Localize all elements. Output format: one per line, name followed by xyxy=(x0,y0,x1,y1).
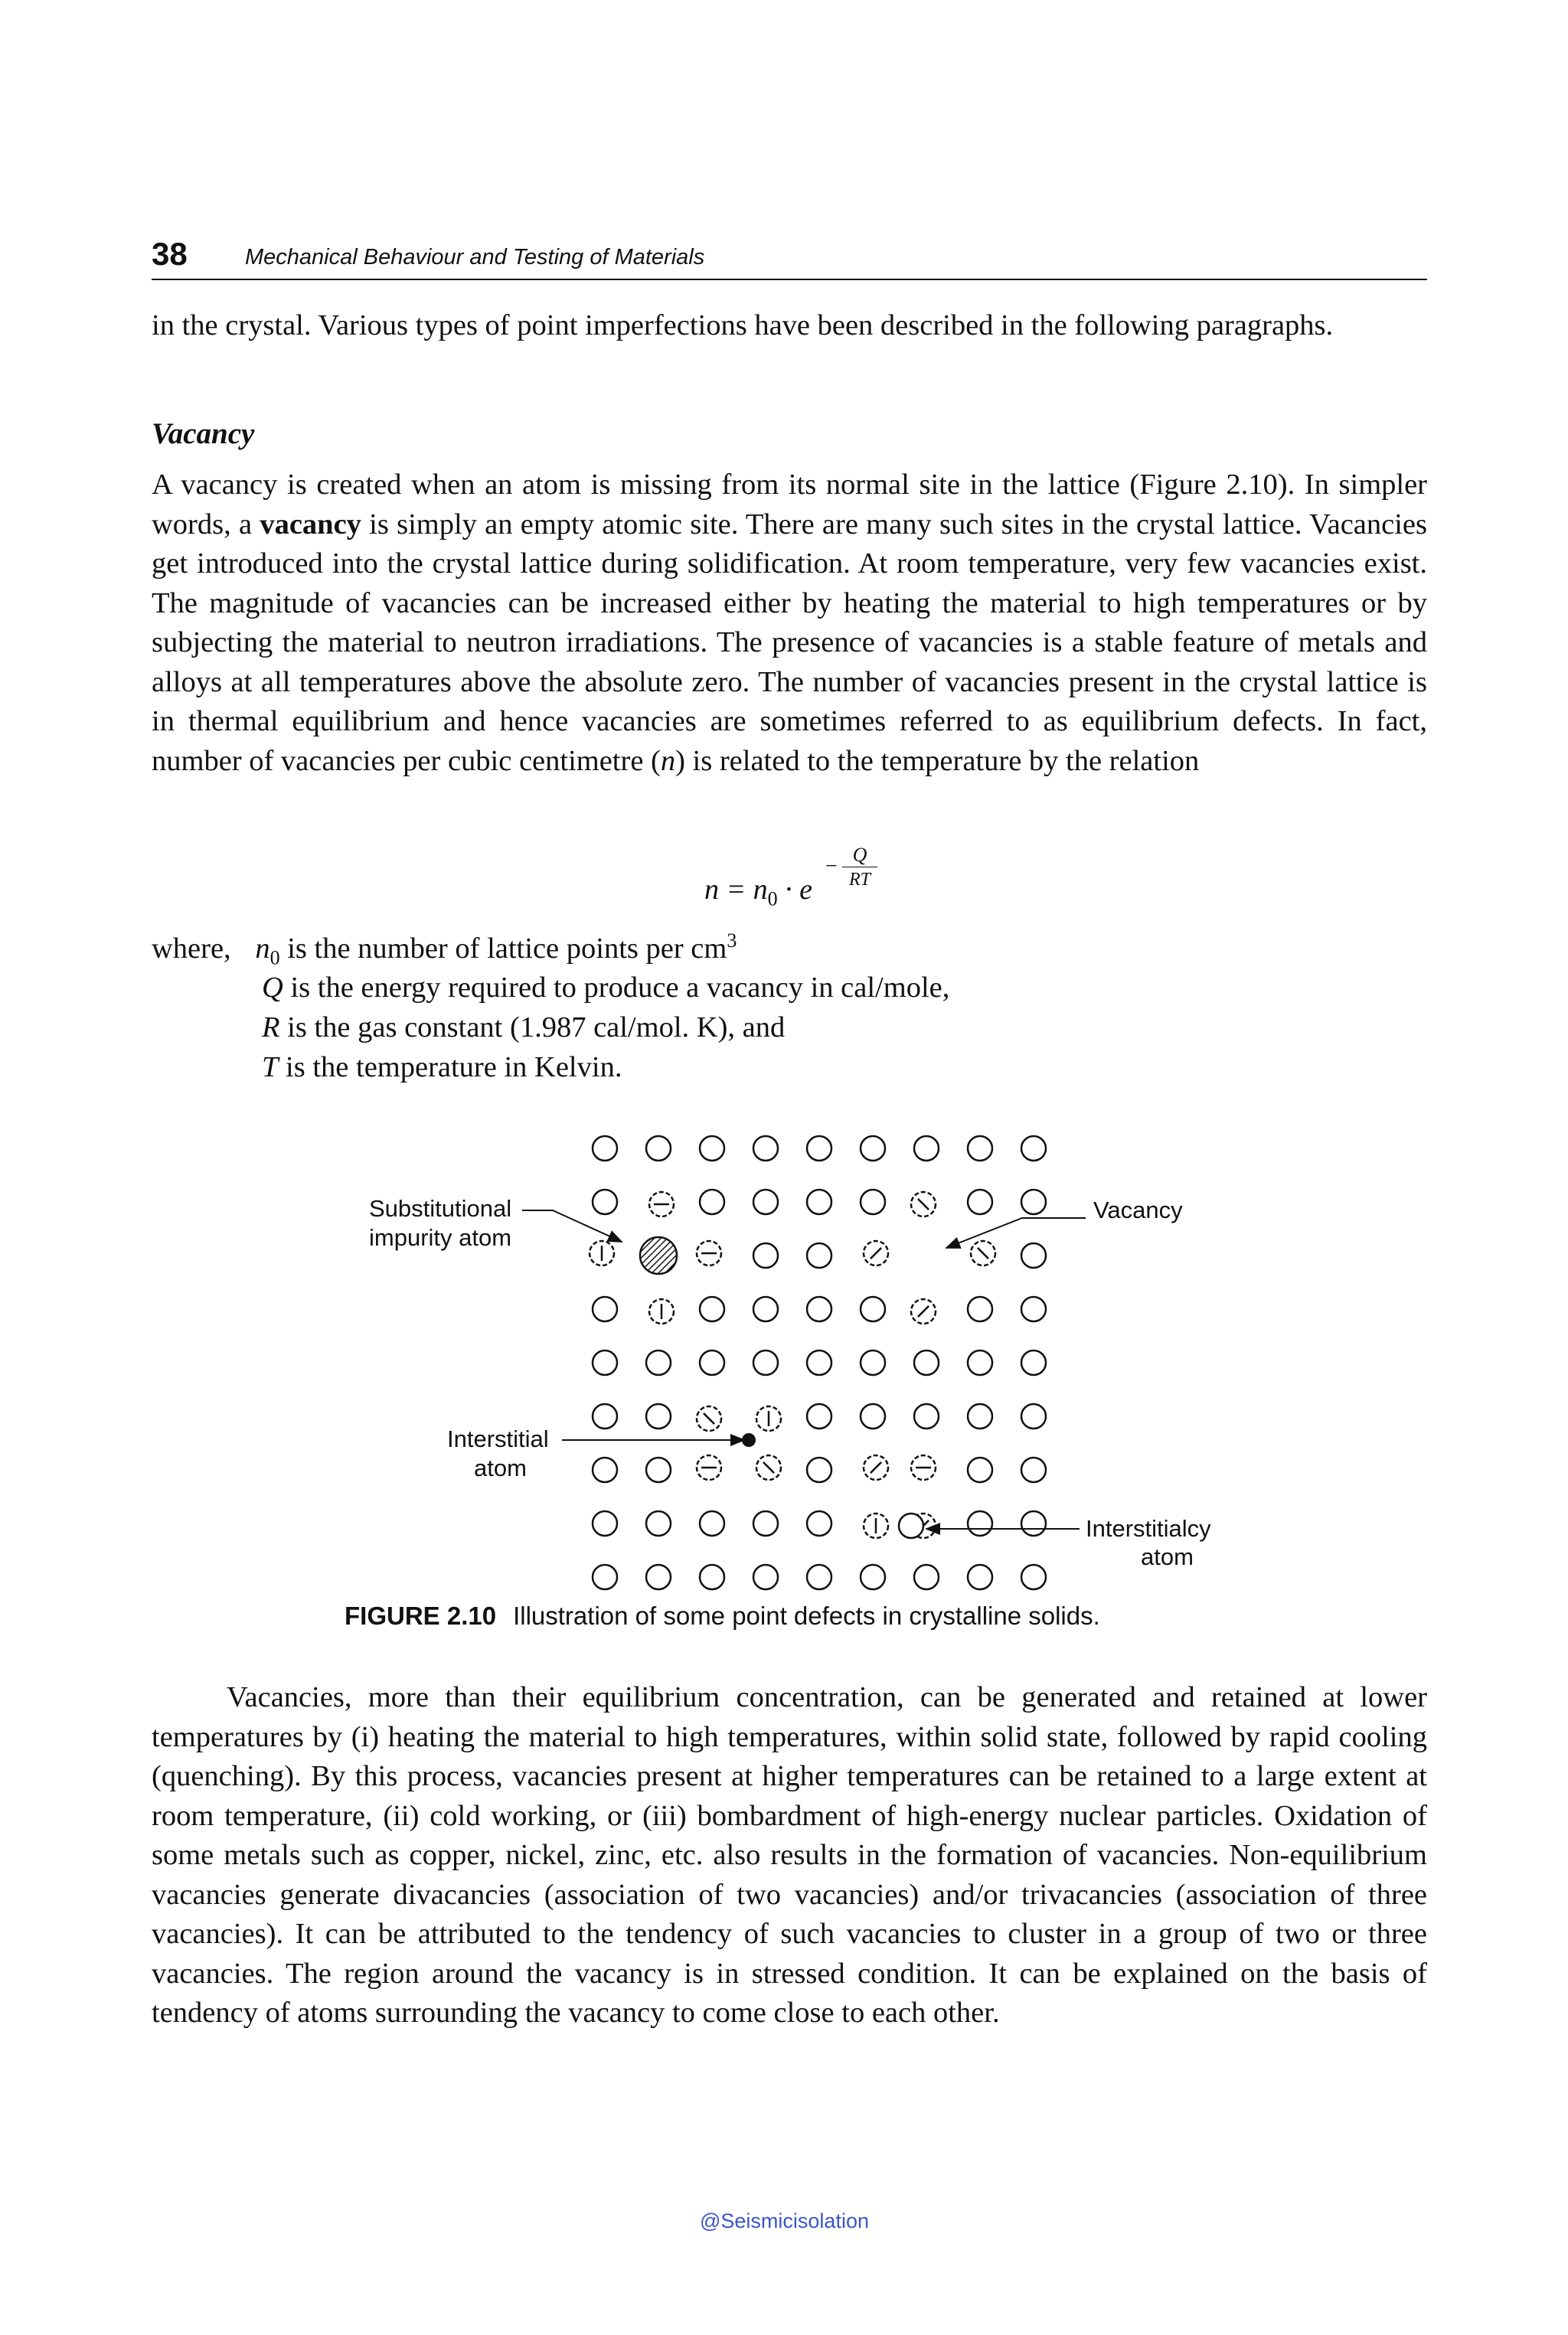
eq-exp-den: RT xyxy=(848,870,871,890)
label-vacancy: Vacancy xyxy=(1093,1197,1183,1223)
lattice-atom xyxy=(807,1404,831,1429)
where-sym-n: n xyxy=(255,932,270,965)
where-sym-q: Q xyxy=(262,972,283,1004)
lattice-atom xyxy=(807,1458,831,1482)
lattice-atom xyxy=(700,1350,724,1375)
lattice-atom xyxy=(968,1404,992,1429)
label-interstitialcy-1: Interstitialcy xyxy=(1086,1515,1211,1542)
paragraph2-text: Vacancies, more than their equilibrium concentration, can be generated and retained at lower temperatures by (i) heating the material to high temperatures, within solid state, followed by rapid cooling (quenching). By this process, vacancies present at higher temperatures can be retained to a large extent at room temperature, (ii) cold working, or (iii) bombardment of high-energy nuclear particles. Oxidation of some metals such as copper, nickel, zinc, etc. also results in the formation of vacancies. Non-equilibrium vacancies generate divacancies (association of two vacancies) and/or trivacancies (association of three vacancies). It can be attributed to the tendency of such vacancies to cluster in a group of two or three vacancies. The region around the vacancy is in stressed condition. It can be explained on the basis of tendency of atoms surrounding the vacancy to come close to each other. xyxy=(152,1681,1427,2029)
p1-bold-term: vacancy xyxy=(260,508,361,540)
lattice-atom xyxy=(646,1136,671,1161)
vacancy-paragraph-text xyxy=(152,465,1427,781)
lattice-atom xyxy=(700,1565,724,1589)
lattice-atom xyxy=(753,1297,778,1321)
lattice-atom xyxy=(593,1404,617,1429)
where-sym-t: T xyxy=(262,1051,279,1083)
lattice-atom xyxy=(646,1511,671,1536)
lattice-atom xyxy=(753,1511,778,1536)
lattice-atom xyxy=(861,1350,885,1375)
where-text-1: is the number of lattice points per cm xyxy=(279,932,727,965)
lattice-atom xyxy=(807,1136,831,1161)
interstitialcy-atom xyxy=(899,1514,923,1538)
lattice-atom xyxy=(861,1297,885,1321)
lattice-atom xyxy=(807,1190,831,1214)
lattice-atom xyxy=(1021,1565,1046,1589)
lattice-atom xyxy=(807,1243,831,1268)
lattice-atom xyxy=(593,1565,617,1589)
lattice-atom xyxy=(914,1565,939,1589)
page-number: 38 xyxy=(152,236,188,272)
lattice-atom xyxy=(914,1350,939,1375)
label-interstitial-2: atom xyxy=(474,1455,527,1481)
label-substitutional-2: impurity atom xyxy=(369,1224,512,1251)
caption-text: Illustration of some point defects in crystalline solids. xyxy=(513,1602,1100,1630)
lattice-atom xyxy=(968,1350,992,1375)
lattice-atom xyxy=(914,1136,939,1161)
p1-text-b: is simply an empty atomic site. There are many such sites in the crystal lattice. Vacancies get introduced into the crystal lattice during solidification. At room temperature, very few vacancies exist. The magnitude of vacancies can be increased either by heating the material to high temperatures or by subjecting the material to neutron irradiations. The presence of vacancies is a stable feature of metals and alloys at all temperatures above the absolute zero. The number of vacancies present in the crystal lattice is in thermal equilibrium and hence vacancies are sometimes referred to as equilibrium defects. In fact, number of vacancies per cubic centimetre ( xyxy=(152,508,1427,777)
lattice-atom xyxy=(861,1565,885,1589)
lattice-atom xyxy=(968,1565,992,1589)
where-line-3 xyxy=(262,1011,785,1044)
where-text-2: is the energy required to produce a vacancy in cal/mole, xyxy=(283,972,950,1004)
lattice-atom xyxy=(1021,1350,1046,1375)
where-line-1 xyxy=(152,929,737,970)
lattice-atom xyxy=(593,1297,617,1321)
lattice-atom xyxy=(753,1243,778,1268)
lattice-atom xyxy=(1021,1243,1046,1268)
label-interstitialcy-2: atom xyxy=(1141,1543,1194,1570)
lattice-atom xyxy=(646,1404,671,1429)
lattice-atom xyxy=(593,1190,617,1214)
lattice-atom xyxy=(1021,1136,1046,1161)
lattice-atom xyxy=(968,1136,992,1161)
lattice-atom xyxy=(753,1565,778,1589)
lattice-atom xyxy=(593,1511,617,1536)
atom-lattice xyxy=(590,1136,1046,1589)
where-text-3: is the gas constant (1.987 cal/mol. K), and xyxy=(279,1011,786,1043)
where-sub-0: 0 xyxy=(270,946,280,969)
lattice-atom xyxy=(807,1350,831,1375)
p1-text-c: ) is related to the temperature by the relation xyxy=(675,744,1200,777)
lattice-atom xyxy=(1021,1511,1046,1536)
lattice-atom xyxy=(1021,1404,1046,1429)
lattice-atom xyxy=(646,1350,671,1375)
section-heading: Vacancy xyxy=(152,417,255,450)
lattice-atom xyxy=(968,1458,992,1482)
lattice-atom xyxy=(700,1190,724,1214)
lattice-atom xyxy=(807,1297,831,1321)
lattice-atom xyxy=(753,1190,778,1214)
lattice-atom xyxy=(700,1297,724,1321)
vacancy-generation-paragraph xyxy=(152,1678,1427,2033)
vacancy-equation xyxy=(704,842,903,911)
lattice-atom xyxy=(807,1511,831,1536)
lattice-atom xyxy=(807,1565,831,1589)
lattice-atom xyxy=(646,1458,671,1482)
page-header xyxy=(152,234,1427,280)
interstitial-atom xyxy=(742,1433,756,1447)
where-sup-3: 3 xyxy=(727,929,737,952)
lattice-atom xyxy=(914,1404,939,1429)
point-defects-figure xyxy=(306,1118,1271,1592)
eq-exp-num: Q xyxy=(842,844,877,867)
eq-lhs: n = n xyxy=(704,874,768,906)
running-title: Mechanical Behaviour and Testing of Materials xyxy=(245,245,705,269)
intro-paragraph xyxy=(152,306,1427,346)
lattice-atom xyxy=(1021,1297,1046,1321)
where-line-4 xyxy=(262,1050,622,1084)
lattice-atom xyxy=(1021,1458,1046,1482)
lattice-atom xyxy=(1021,1190,1046,1214)
lattice-atom xyxy=(753,1136,778,1161)
lattice-atom xyxy=(861,1404,885,1429)
lattice-atom xyxy=(593,1458,617,1482)
vacancy-leader xyxy=(946,1218,1086,1248)
where-text-4: is the temperature in Kelvin. xyxy=(278,1051,622,1083)
figure-caption xyxy=(345,1602,1100,1631)
substitutional-leader xyxy=(522,1210,622,1242)
intro-text: in the crystal. Various types of point imperfections have been described in the following paragraphs. xyxy=(152,309,1334,341)
eq-e: · e xyxy=(777,874,813,906)
lattice-atom xyxy=(700,1511,724,1536)
lattice-atom xyxy=(753,1350,778,1375)
lattice-atom xyxy=(593,1350,617,1375)
where-intro: where, xyxy=(152,932,231,965)
lattice-atom xyxy=(968,1297,992,1321)
where-sym-r: R xyxy=(262,1011,280,1043)
caption-number: FIGURE 2.10 xyxy=(345,1602,497,1630)
substitutional-impurity-atom xyxy=(640,1237,677,1274)
where-line-2 xyxy=(262,971,949,1004)
lattice-atom xyxy=(861,1190,885,1214)
eq-sub: 0 xyxy=(767,887,778,910)
eq-exp-minus: − xyxy=(825,854,838,878)
p1-text-a: A vacancy is created when an atom is missing from its normal site in the lattice (Figure 2.10). In simpler words, a xyxy=(152,469,1427,540)
lattice-atom xyxy=(968,1190,992,1214)
vacancy-paragraph xyxy=(152,465,1427,781)
watermark: @Seismicisolation xyxy=(700,2209,869,2232)
p1-var-n: n xyxy=(660,744,676,777)
lattice-atom xyxy=(861,1136,885,1161)
lattice-atom xyxy=(700,1136,724,1161)
lattice-atom xyxy=(646,1565,671,1589)
lattice-atom xyxy=(968,1511,992,1536)
lattice-atom xyxy=(593,1136,617,1161)
label-substitutional-1: Substitutional xyxy=(369,1195,512,1222)
label-interstitial-1: Interstitial xyxy=(447,1425,549,1452)
